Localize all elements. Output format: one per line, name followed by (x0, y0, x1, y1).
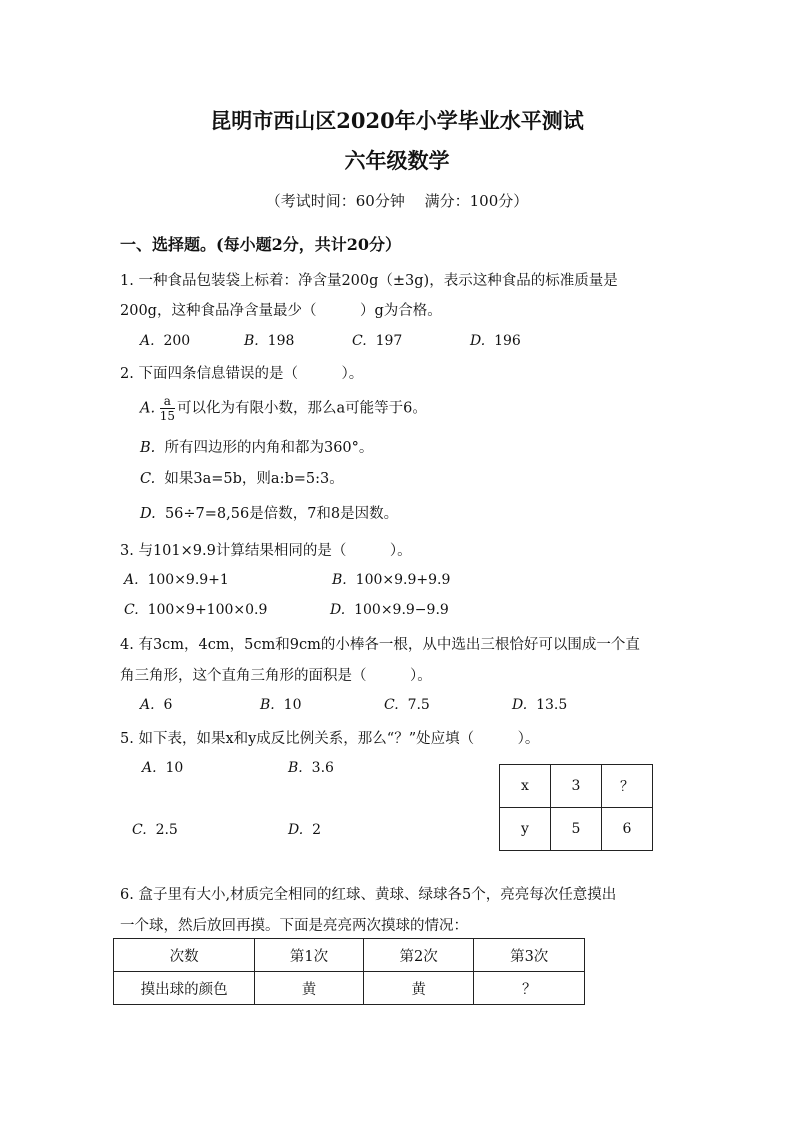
table-cell: 黄 (255, 972, 364, 1005)
table-row (500, 808, 653, 851)
exam-info: （考试时间：60分钟 满分：100分） (265, 192, 529, 210)
table-cell: ？ (474, 972, 585, 1005)
exam-subtitle: 六年级数学 (344, 148, 450, 173)
q2-option-b[interactable] (140, 436, 373, 457)
option-text: 3.6 (311, 760, 334, 776)
q4-option-b[interactable] (260, 697, 301, 713)
option-letter: A. (124, 572, 139, 588)
option-text: 7.5 (407, 697, 430, 713)
question-6-line1: 6. 盒子里有大小,材质完全相同的红球、黄球、绿球各5个，亮亮每次任意摸出 (120, 887, 617, 903)
option-text: 13.5 (536, 697, 568, 713)
q5-option-a[interactable] (142, 760, 183, 776)
q3-option-b[interactable] (332, 572, 450, 588)
option-text: 10 (283, 697, 302, 713)
table-row (500, 765, 653, 808)
option-letter: A. (140, 697, 155, 713)
xy-table (499, 764, 653, 851)
table-row (114, 972, 585, 1005)
table-cell: 5 (551, 808, 602, 851)
option-letter: A. (140, 400, 156, 417)
option-letter: A. (140, 333, 155, 349)
q5-option-b[interactable] (288, 760, 334, 776)
option-letter: C. (384, 697, 399, 713)
option-letter: A. (142, 760, 157, 776)
q1-option-b[interactable] (244, 333, 294, 349)
q3-option-a[interactable] (124, 572, 229, 588)
section-heading: 一、选择题。(每小题2分，共计20分） (120, 235, 401, 254)
table-cell: ？ (602, 765, 653, 808)
option-letter: C. (140, 471, 156, 487)
table-cell: 黄 (363, 972, 474, 1005)
option-text: 100×9.9+9.9 (355, 572, 451, 588)
table-header-cell: 第3次 (474, 939, 585, 972)
option-text: 10 (165, 760, 184, 776)
table-cell: y (500, 808, 551, 851)
option-letter: C. (132, 822, 147, 838)
option-text: 197 (375, 333, 403, 349)
table-header-row (114, 939, 585, 972)
option-letter: B. (332, 572, 347, 588)
option-letter: B. (140, 440, 156, 456)
fraction-numerator: a (160, 394, 175, 409)
question-1-line1: 1. 一种食品包装袋上标着：净含量200g（±3g)，表示这种食品的标准质量是 (120, 273, 618, 289)
option-text: 56÷7=8,56是倍数，7和8是因数。 (164, 506, 399, 522)
question-5-stem: 5. 如下表，如果x和y成反比例关系，那么“？”处应填（ ）。 (120, 731, 540, 747)
question-2-stem: 2. 下面四条信息错误的是（ ）。 (120, 366, 364, 382)
q3-option-c[interactable] (124, 602, 267, 618)
table-cell: 3 (551, 765, 602, 808)
option-text: 100×9.9+1 (147, 572, 229, 588)
option-text: 198 (267, 333, 295, 349)
option-text: 200 (163, 333, 191, 349)
option-text: 100×9.9−9.9 (354, 602, 449, 618)
table-cell: x (500, 765, 551, 808)
q5-option-d[interactable] (288, 822, 321, 838)
option-letter: B. (260, 697, 275, 713)
fraction-denominator: 15 (159, 409, 175, 423)
option-text: 所有四边形的内角和都为360°。 (164, 440, 374, 456)
q4-option-c[interactable] (384, 697, 430, 713)
option-letter: B. (244, 333, 259, 349)
option-letter: D. (288, 822, 304, 838)
q4-option-a[interactable] (140, 697, 172, 713)
q5-option-c[interactable] (132, 822, 178, 838)
question-6-line2: 一个球，然后放回再摸。下面是亮亮两次摸球的情况： (120, 918, 468, 934)
option-text: 可以化为有限小数，那么a可能等于6。 (176, 400, 427, 417)
draw-record-table (113, 938, 585, 1005)
table-cell: 6 (602, 808, 653, 851)
option-letter: D. (330, 602, 346, 618)
option-letter: C. (352, 333, 367, 349)
q1-option-c[interactable] (352, 333, 402, 349)
table-header-cell: 第1次 (255, 939, 364, 972)
option-letter: D. (512, 697, 528, 713)
q2-option-d[interactable] (140, 502, 398, 523)
table-header-cell: 第2次 (363, 939, 474, 972)
q2-option-a[interactable] (140, 394, 427, 423)
q3-option-d[interactable] (330, 602, 449, 618)
option-text: 196 (494, 333, 521, 349)
option-text: 如果3a=5b，则a:b=5:3。 (164, 471, 344, 487)
option-letter: D. (470, 333, 486, 349)
question-4-line2: 角三角形，这个直角三角形的面积是（ ）。 (120, 668, 432, 684)
option-text: 2.5 (155, 822, 178, 838)
q2-option-c[interactable] (140, 467, 344, 488)
q4-option-d[interactable] (512, 697, 567, 713)
option-text: 2 (312, 822, 322, 838)
option-letter: D. (140, 506, 156, 522)
q1-option-d[interactable] (470, 333, 521, 349)
table-header-cell: 次数 (114, 939, 255, 972)
fraction (160, 394, 175, 423)
option-text: 100×9+100×0.9 (147, 602, 268, 618)
option-letter: C. (124, 602, 139, 618)
question-4-line1: 4. 有3cm，4cm，5cm和9cm的小棒各一根，从中选出三根恰好可以围成一个直 (120, 637, 640, 653)
option-text: 6 (163, 697, 173, 713)
option-letter: B. (288, 760, 303, 776)
exam-title: 昆明市西山区2020年小学毕业水平测试 (210, 108, 584, 133)
q1-option-a[interactable] (140, 333, 190, 349)
question-3-stem: 3. 与101×9.9计算结果相同的是（ ）。 (120, 543, 412, 559)
table-cell: 摸出球的颜色 (114, 972, 255, 1005)
question-1-line2: 200g，这种食品净含量最少（ ）g为合格。 (120, 303, 442, 319)
